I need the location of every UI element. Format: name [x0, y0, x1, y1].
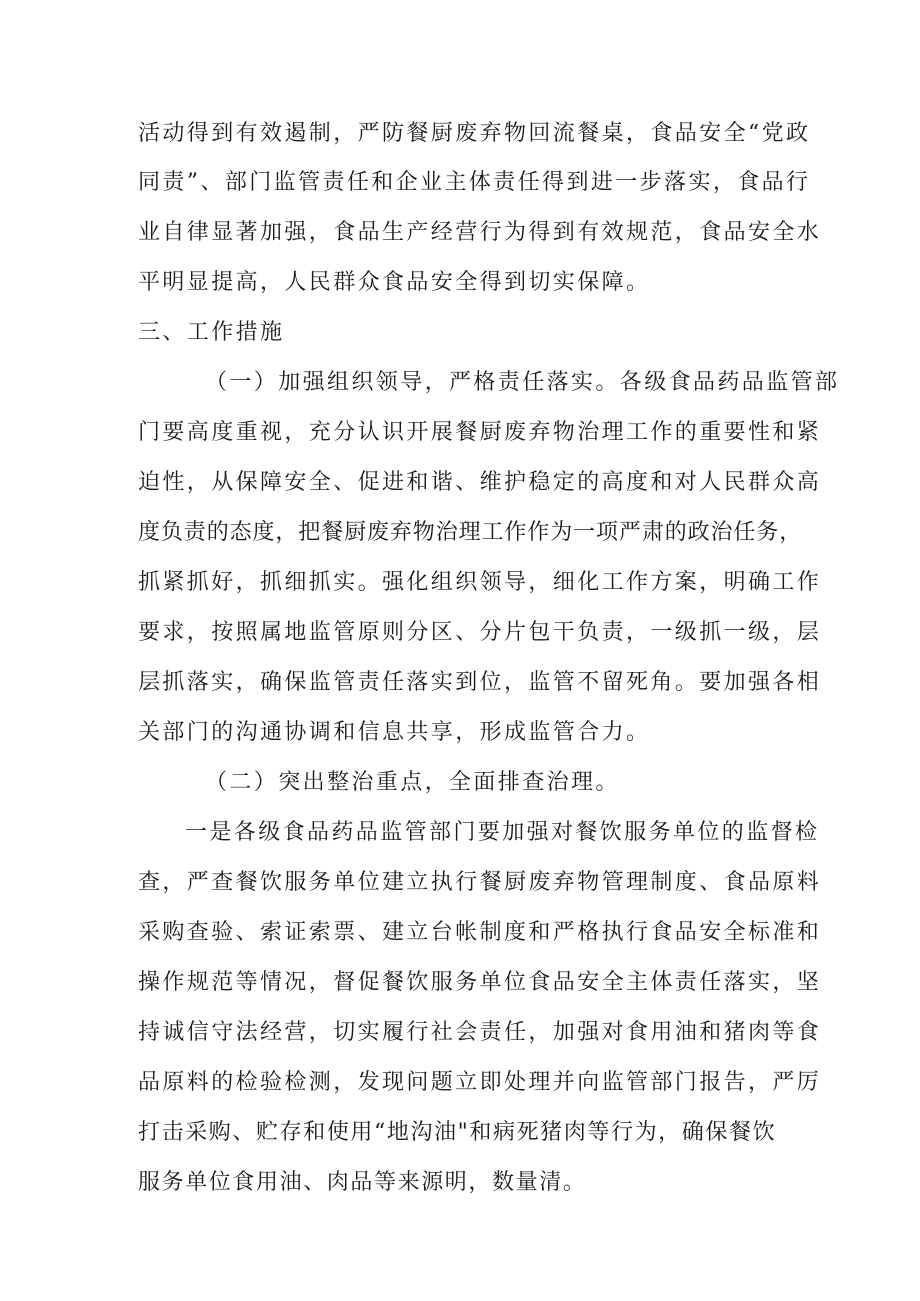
paragraph-line: 查，严查餐饮服务单位建立执行餐厨废弃物管理制度、食品原料	[138, 870, 822, 895]
paragraph-line: 同责”、部门监管责任和企业主体责任得到进一步落实，食品行	[138, 170, 811, 195]
paragraph-line: 操作规范等情况，督促餐饮服务单位食品安全主体责任落实，坚	[138, 970, 822, 995]
paragraph-line: 迫性，从保障安全、促进和谐、维护稳定的高度和对人民群众高	[138, 470, 822, 495]
paragraph-line: 度负责的态度，把餐厨废弃物治理工作作为一项严肃的政治任务，	[138, 520, 803, 545]
paragraph-line: 门要高度重视，充分认识开展餐厨废弃物治理工作的重要性和紧	[138, 420, 822, 445]
paragraph-line: 采购查验、索证索票、建立台帐制度和严格执行食品安全标准和	[138, 920, 822, 945]
paragraph-line: 业自律显著加强，食品生产经营行为得到有效规范，食品安全水	[138, 220, 822, 245]
paragraph-line: 要求，按照属地监管原则分区、分片包干负责，一级抓一级，层	[138, 620, 822, 645]
paragraph-line: 品原料的检验检测，发现问题立即处理并向监管部门报告，严厉	[138, 1070, 822, 1095]
subsection-heading-line: （一）加强组织领导，严格责任落实。各级食品药品监管部	[205, 370, 840, 395]
paragraph-line: 抓紧抓好，抓细抓实。强化组织领导，细化工作方案，明确工作	[138, 570, 822, 595]
subsection-heading: （二）突出整治重点，全面排查治理。	[205, 770, 620, 795]
paragraph-line: 一是各级食品药品监管部门要加强对餐饮服务单位的监督检	[185, 820, 820, 845]
paragraph-line: 层抓落实，确保监管责任落实到位，监管不留死角。要加强各相	[138, 670, 822, 695]
section-heading: 三、工作措施	[138, 320, 285, 345]
paragraph-line: 服务单位食用油、肉品等来源明，数量清。	[138, 1170, 587, 1195]
paragraph-line: 打击采购、贮存和使用“地沟油"和病死猪肉等行为，确保餐饮	[138, 1120, 777, 1145]
paragraph-line: 活动得到有效遏制，严防餐厨废弃物回流餐桌，食品安全“党政	[138, 121, 811, 146]
paragraph-line: 平明显提高，人民群众食品安全得到切实保障。	[138, 270, 651, 295]
paragraph-line: 持诚信守法经营，切实履行社会责任，加强对食用油和猪肉等食	[138, 1020, 822, 1045]
paragraph-line: 关部门的沟通协调和信息共享，形成监管合力。	[138, 720, 651, 745]
